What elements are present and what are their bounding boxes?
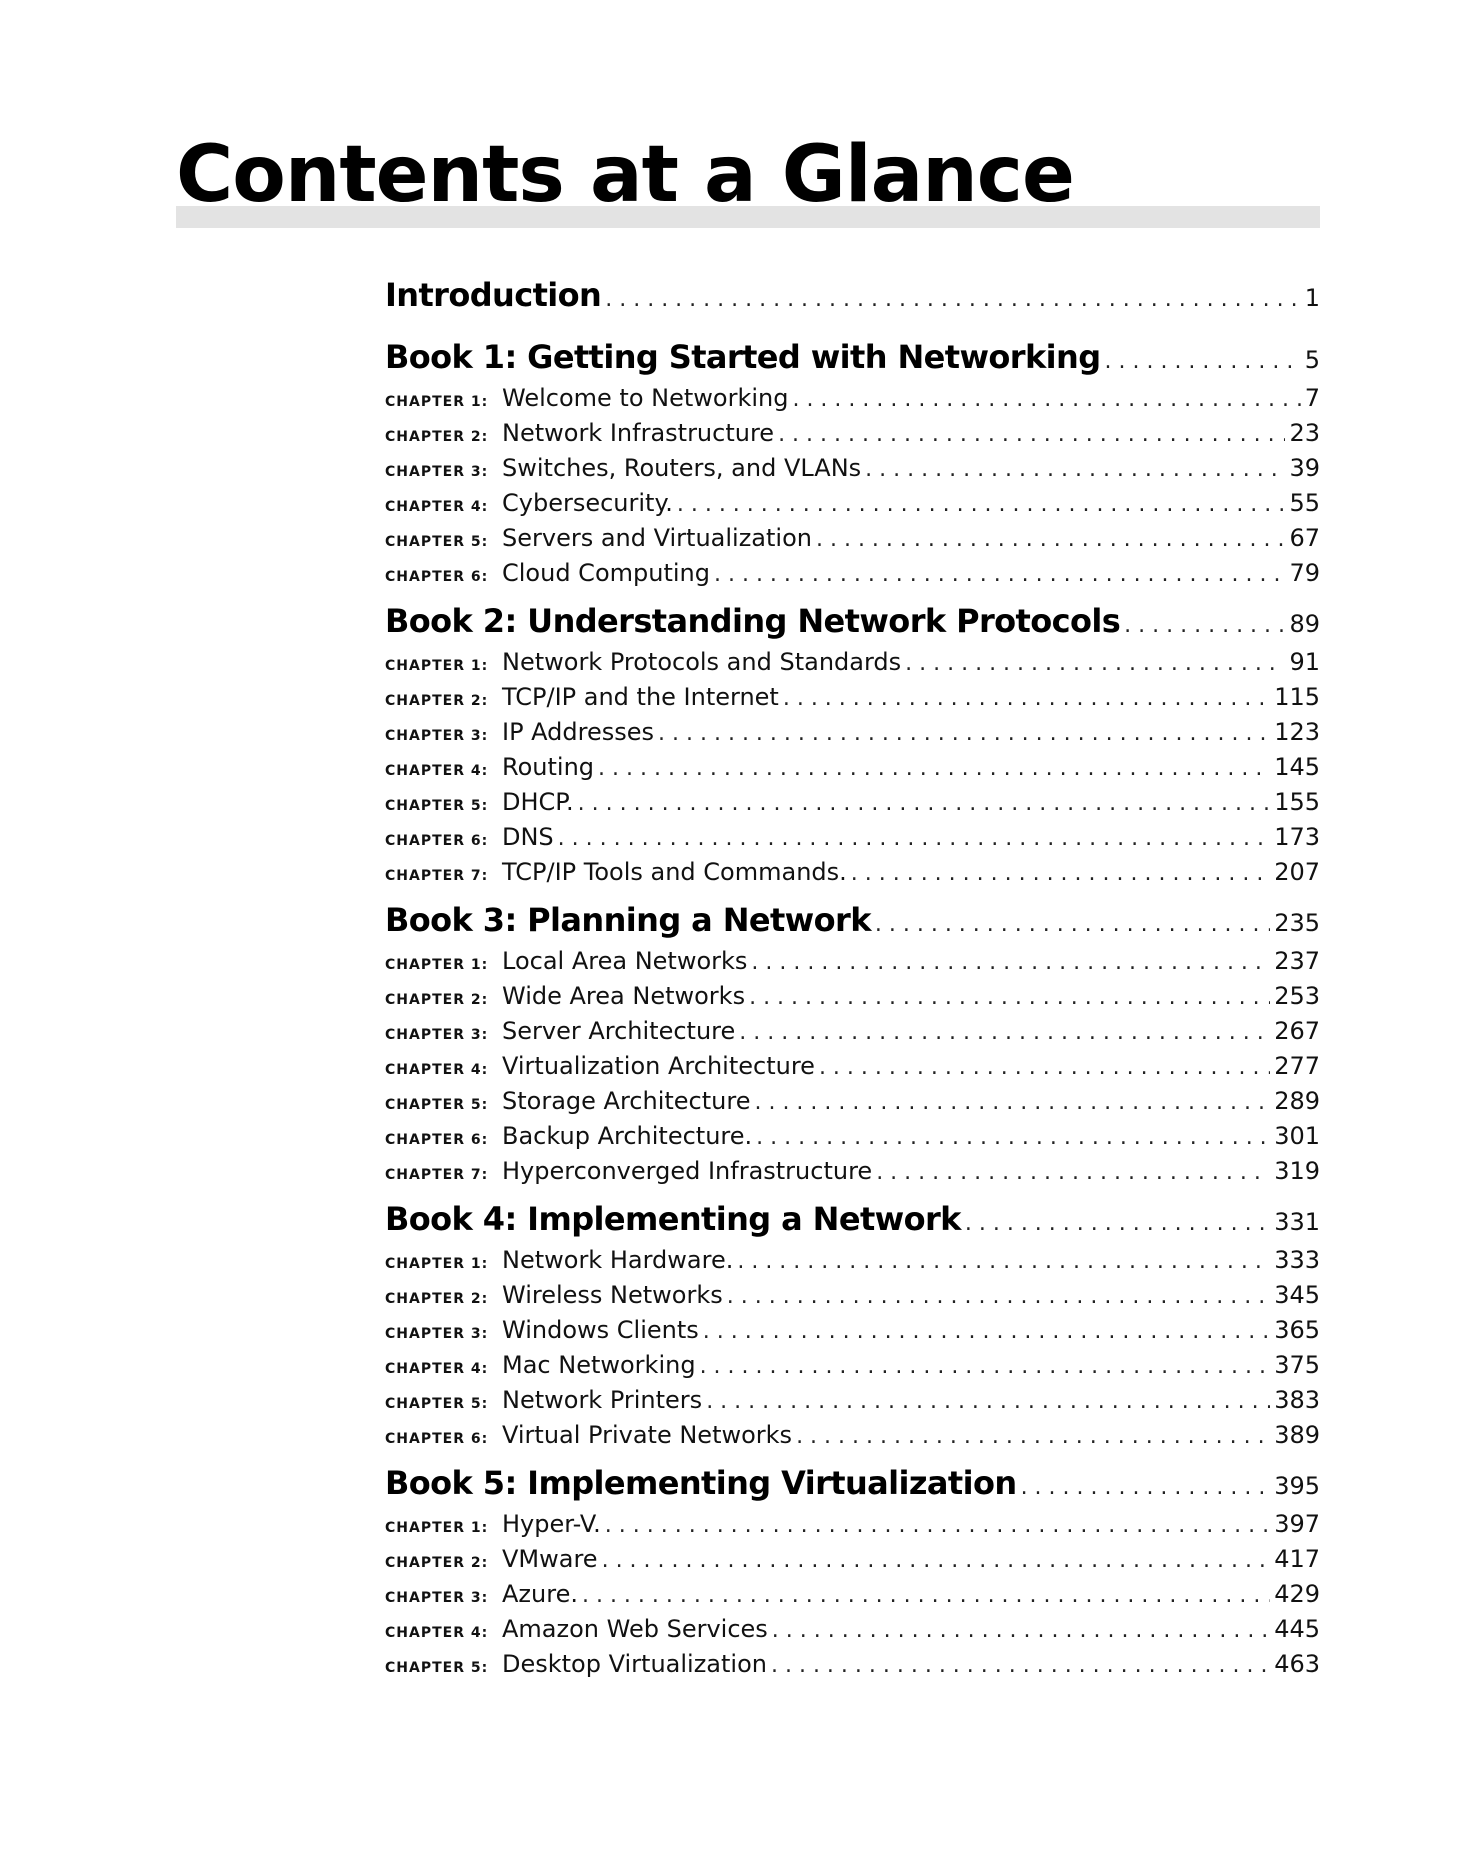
- book-title: Book 3: Planning a Network: [385, 901, 871, 939]
- dot-leader: [754, 1090, 1270, 1115]
- chapter-label: CHAPTER 2:: [385, 429, 489, 445]
- chapter-page-number: 253: [1274, 982, 1320, 1010]
- chapter-label: CHAPTER 1:: [385, 658, 489, 674]
- toc-entry-chapter[interactable]: [385, 524, 1320, 559]
- book-group: [385, 602, 1320, 893]
- toc-entry-book[interactable]: [385, 1464, 1320, 1510]
- chapter-label: CHAPTER 1:: [385, 394, 489, 410]
- dot-leader: [605, 1513, 1270, 1538]
- chapter-page-number: 375: [1274, 1351, 1320, 1379]
- chapter-title: TCP/IP Tools and Commands.: [502, 858, 847, 886]
- dot-leader: [876, 1160, 1270, 1185]
- chapter-label: CHAPTER 2:: [385, 992, 489, 1008]
- chapter-title: Windows Clients: [502, 1316, 699, 1344]
- dot-leader: [598, 756, 1270, 781]
- chapter-page-number: 123: [1274, 718, 1320, 746]
- table-of-contents: [385, 276, 1320, 1693]
- chapter-title: Wireless Networks: [502, 1281, 723, 1309]
- chapter-title: Network Printers: [502, 1386, 703, 1414]
- dot-leader: [658, 721, 1270, 746]
- chapter-title: Server Architecture: [502, 1017, 736, 1045]
- book-page-number: 331: [1274, 1208, 1320, 1236]
- chapter-page-number: 7: [1304, 384, 1320, 412]
- chapter-label: CHAPTER 6:: [385, 569, 489, 585]
- dot-leader: [605, 287, 1300, 312]
- chapter-label: CHAPTER 4:: [385, 1625, 489, 1641]
- toc-entry-chapter[interactable]: [385, 489, 1320, 524]
- dot-leader: [714, 562, 1285, 587]
- toc-entry-chapter[interactable]: [385, 858, 1320, 893]
- dot-leader: [602, 1548, 1271, 1573]
- book-page-number: 235: [1274, 909, 1320, 937]
- chapter-page-number: 389: [1274, 1421, 1320, 1449]
- chapter-label: CHAPTER 3:: [385, 728, 489, 744]
- toc-entry-chapter[interactable]: [385, 753, 1320, 788]
- book-title: Book 1: Getting Started with Networking: [385, 338, 1101, 376]
- book-page-number: 89: [1289, 610, 1320, 638]
- dot-leader: [749, 985, 1270, 1010]
- toc-entry-chapter[interactable]: [385, 1510, 1320, 1545]
- toc-entry-chapter[interactable]: [385, 823, 1320, 858]
- chapter-title: Storage Architecture: [502, 1087, 751, 1115]
- toc-entry-book[interactable]: [385, 1200, 1320, 1246]
- chapter-label: CHAPTER 3:: [385, 1027, 489, 1043]
- chapter-page-number: 345: [1274, 1281, 1320, 1309]
- dot-leader: [875, 912, 1270, 937]
- chapter-title: Virtual Private Networks: [502, 1421, 793, 1449]
- chapter-page-number: 55: [1289, 489, 1320, 517]
- chapter-page-number: 79: [1289, 559, 1320, 587]
- dot-leader: [851, 861, 1270, 886]
- dot-leader: [778, 422, 1285, 447]
- chapter-page-number: 173: [1274, 823, 1320, 851]
- toc-entry-chapter[interactable]: [385, 1580, 1320, 1615]
- dot-leader: [1124, 613, 1285, 638]
- chapter-label: CHAPTER 6:: [385, 833, 489, 849]
- chapter-page-number: 237: [1274, 947, 1320, 975]
- dot-leader: [703, 1319, 1270, 1344]
- dot-leader: [700, 1354, 1271, 1379]
- chapter-label: CHAPTER 6:: [385, 1132, 489, 1148]
- chapter-page-number: 145: [1274, 753, 1320, 781]
- toc-entry-chapter[interactable]: [385, 648, 1320, 683]
- chapter-label: CHAPTER 4:: [385, 499, 489, 515]
- dot-leader: [771, 1653, 1270, 1678]
- toc-entry-chapter[interactable]: [385, 1650, 1320, 1685]
- chapter-label: CHAPTER 1:: [385, 1256, 489, 1272]
- chapter-page-number: 417: [1274, 1545, 1320, 1573]
- chapter-label: CHAPTER 1:: [385, 1520, 489, 1536]
- chapter-title: Network Hardware.: [502, 1246, 734, 1274]
- chapter-page-number: 267: [1274, 1017, 1320, 1045]
- toc-entry-chapter[interactable]: [385, 788, 1320, 823]
- dot-leader: [1105, 349, 1301, 374]
- chapter-page-number: 23: [1289, 419, 1320, 447]
- chapter-title: DNS: [502, 823, 554, 851]
- chapter-page-number: 155: [1274, 788, 1320, 816]
- toc-entry-chapter[interactable]: [385, 1545, 1320, 1580]
- heading-block: [176, 128, 1320, 228]
- chapter-page-number: 383: [1274, 1386, 1320, 1414]
- toc-entry-chapter[interactable]: [385, 1281, 1320, 1316]
- dot-leader: [792, 387, 1300, 412]
- chapter-page-number: 91: [1289, 648, 1320, 676]
- toc-entry-chapter[interactable]: [385, 384, 1320, 419]
- book-group: [385, 1200, 1320, 1456]
- book-page-number: 395: [1274, 1472, 1320, 1500]
- chapter-page-number: 67: [1289, 524, 1320, 552]
- dot-leader: [819, 1055, 1270, 1080]
- chapter-label: CHAPTER 3:: [385, 1326, 489, 1342]
- dot-leader: [582, 1583, 1270, 1608]
- dot-leader: [677, 492, 1286, 517]
- chapter-title: IP Addresses: [502, 718, 655, 746]
- toc-entry-chapter[interactable]: [385, 419, 1320, 454]
- chapter-title: Routing: [502, 753, 595, 781]
- toc-entry-chapter[interactable]: [385, 1087, 1320, 1122]
- dot-leader: [905, 651, 1285, 676]
- chapter-label: CHAPTER 3:: [385, 1590, 489, 1606]
- book-group: [385, 901, 1320, 1192]
- toc-entry-chapter[interactable]: [385, 1351, 1320, 1386]
- chapter-title: Desktop Virtualization: [502, 1650, 767, 1678]
- dot-leader: [558, 826, 1271, 851]
- chapter-page-number: 39: [1289, 454, 1320, 482]
- dot-leader: [1021, 1475, 1271, 1500]
- chapter-title: Cybersecurity.: [502, 489, 673, 517]
- toc-entry-chapter[interactable]: [385, 1386, 1320, 1421]
- toc-entry-book[interactable]: [385, 602, 1320, 648]
- dot-leader: [737, 1249, 1270, 1274]
- toc-entry-introduction[interactable]: [385, 276, 1320, 326]
- toc-entry-chapter[interactable]: [385, 982, 1320, 1017]
- toc-entry-chapter[interactable]: [385, 1122, 1320, 1157]
- chapter-label: CHAPTER 2:: [385, 1555, 489, 1571]
- dot-leader: [756, 1125, 1270, 1150]
- chapter-label: CHAPTER 7:: [385, 1167, 489, 1183]
- chapter-title: Mac Networking: [502, 1351, 696, 1379]
- chapter-label: CHAPTER 4:: [385, 1361, 489, 1377]
- introduction-page-number: 1: [1304, 284, 1320, 312]
- chapter-title: Network Infrastructure: [502, 419, 775, 447]
- chapter-page-number: 333: [1274, 1246, 1320, 1274]
- toc-entry-book[interactable]: [385, 901, 1320, 947]
- book-title: Book 4: Implementing a Network: [385, 1200, 961, 1238]
- dot-leader: [816, 527, 1285, 552]
- chapter-page-number: 289: [1274, 1087, 1320, 1115]
- dot-leader: [739, 1020, 1270, 1045]
- chapter-title: Servers and Virtualization: [502, 524, 812, 552]
- chapter-title: Switches, Routers, and VLANs: [502, 454, 862, 482]
- dot-leader: [783, 686, 1270, 711]
- chapter-label: CHAPTER 5:: [385, 534, 489, 550]
- toc-entry-chapter[interactable]: [385, 947, 1320, 982]
- chapter-page-number: 365: [1274, 1316, 1320, 1344]
- book-title: Book 2: Understanding Network Protocols: [385, 602, 1121, 640]
- chapter-label: CHAPTER 2:: [385, 693, 489, 709]
- dot-leader: [772, 1618, 1270, 1643]
- toc-entry-chapter[interactable]: [385, 559, 1320, 594]
- chapter-label: CHAPTER 4:: [385, 763, 489, 779]
- chapter-title: Local Area Networks: [502, 947, 748, 975]
- chapter-page-number: 319: [1274, 1157, 1320, 1185]
- chapter-title: TCP/IP and the Internet: [502, 683, 779, 711]
- introduction-title: Introduction: [385, 276, 602, 314]
- chapter-title: Hyperconverged Infrastructure: [502, 1157, 873, 1185]
- toc-entry-chapter[interactable]: [385, 718, 1320, 753]
- book-title: Book 5: Implementing Virtualization: [385, 1464, 1017, 1502]
- toc-entry-book[interactable]: [385, 338, 1320, 384]
- book-group: [385, 338, 1320, 594]
- chapter-title: Welcome to Networking: [502, 384, 789, 412]
- chapter-page-number: 445: [1274, 1615, 1320, 1643]
- chapter-label: CHAPTER 2:: [385, 1291, 489, 1307]
- chapter-label: CHAPTER 1:: [385, 957, 489, 973]
- book-group: [385, 1464, 1320, 1685]
- chapter-title: Hyper-V.: [502, 1510, 601, 1538]
- dot-leader: [796, 1424, 1270, 1449]
- chapter-label: CHAPTER 3:: [385, 464, 489, 480]
- chapter-title: Wide Area Networks: [502, 982, 746, 1010]
- dot-leader: [751, 950, 1270, 975]
- chapter-page-number: 115: [1274, 683, 1320, 711]
- toc-entry-chapter[interactable]: [385, 1246, 1320, 1281]
- chapter-title: Network Protocols and Standards: [502, 648, 902, 676]
- chapter-page-number: 397: [1274, 1510, 1320, 1538]
- chapter-title: DHCP.: [502, 788, 574, 816]
- chapter-title: Cloud Computing: [502, 559, 710, 587]
- dot-leader: [865, 457, 1285, 482]
- chapter-label: CHAPTER 7:: [385, 868, 489, 884]
- book-list: [385, 338, 1320, 1685]
- book-page-number: 5: [1304, 346, 1320, 374]
- chapter-title: Virtualization Architecture: [502, 1052, 815, 1080]
- dot-leader: [706, 1389, 1270, 1414]
- chapter-title: Azure.: [502, 1580, 578, 1608]
- chapter-page-number: 463: [1274, 1650, 1320, 1678]
- chapter-label: CHAPTER 4:: [385, 1062, 489, 1078]
- chapter-page-number: 301: [1274, 1122, 1320, 1150]
- page-title: Contents at a Glance: [176, 130, 1074, 220]
- toc-entry-chapter[interactable]: [385, 683, 1320, 718]
- toc-entry-chapter[interactable]: [385, 1421, 1320, 1456]
- chapter-label: CHAPTER 5:: [385, 798, 489, 814]
- dot-leader: [965, 1211, 1270, 1236]
- toc-entry-chapter[interactable]: [385, 1052, 1320, 1087]
- dot-leader: [727, 1284, 1270, 1309]
- chapter-title: VMware: [502, 1545, 598, 1573]
- toc-entry-chapter[interactable]: [385, 1017, 1320, 1052]
- chapter-page-number: 429: [1274, 1580, 1320, 1608]
- dot-leader: [578, 791, 1271, 816]
- chapter-title: Amazon Web Services: [502, 1615, 768, 1643]
- toc-entry-chapter[interactable]: [385, 1157, 1320, 1192]
- toc-entry-chapter[interactable]: [385, 1316, 1320, 1351]
- chapter-page-number: 207: [1274, 858, 1320, 886]
- chapter-label: CHAPTER 6:: [385, 1431, 489, 1447]
- chapter-title: Backup Architecture.: [502, 1122, 753, 1150]
- chapter-label: CHAPTER 5:: [385, 1396, 489, 1412]
- chapter-page-number: 277: [1274, 1052, 1320, 1080]
- toc-entry-chapter[interactable]: [385, 1615, 1320, 1650]
- chapter-label: CHAPTER 5:: [385, 1097, 489, 1113]
- chapter-label: CHAPTER 5:: [385, 1660, 489, 1676]
- toc-entry-chapter[interactable]: [385, 454, 1320, 489]
